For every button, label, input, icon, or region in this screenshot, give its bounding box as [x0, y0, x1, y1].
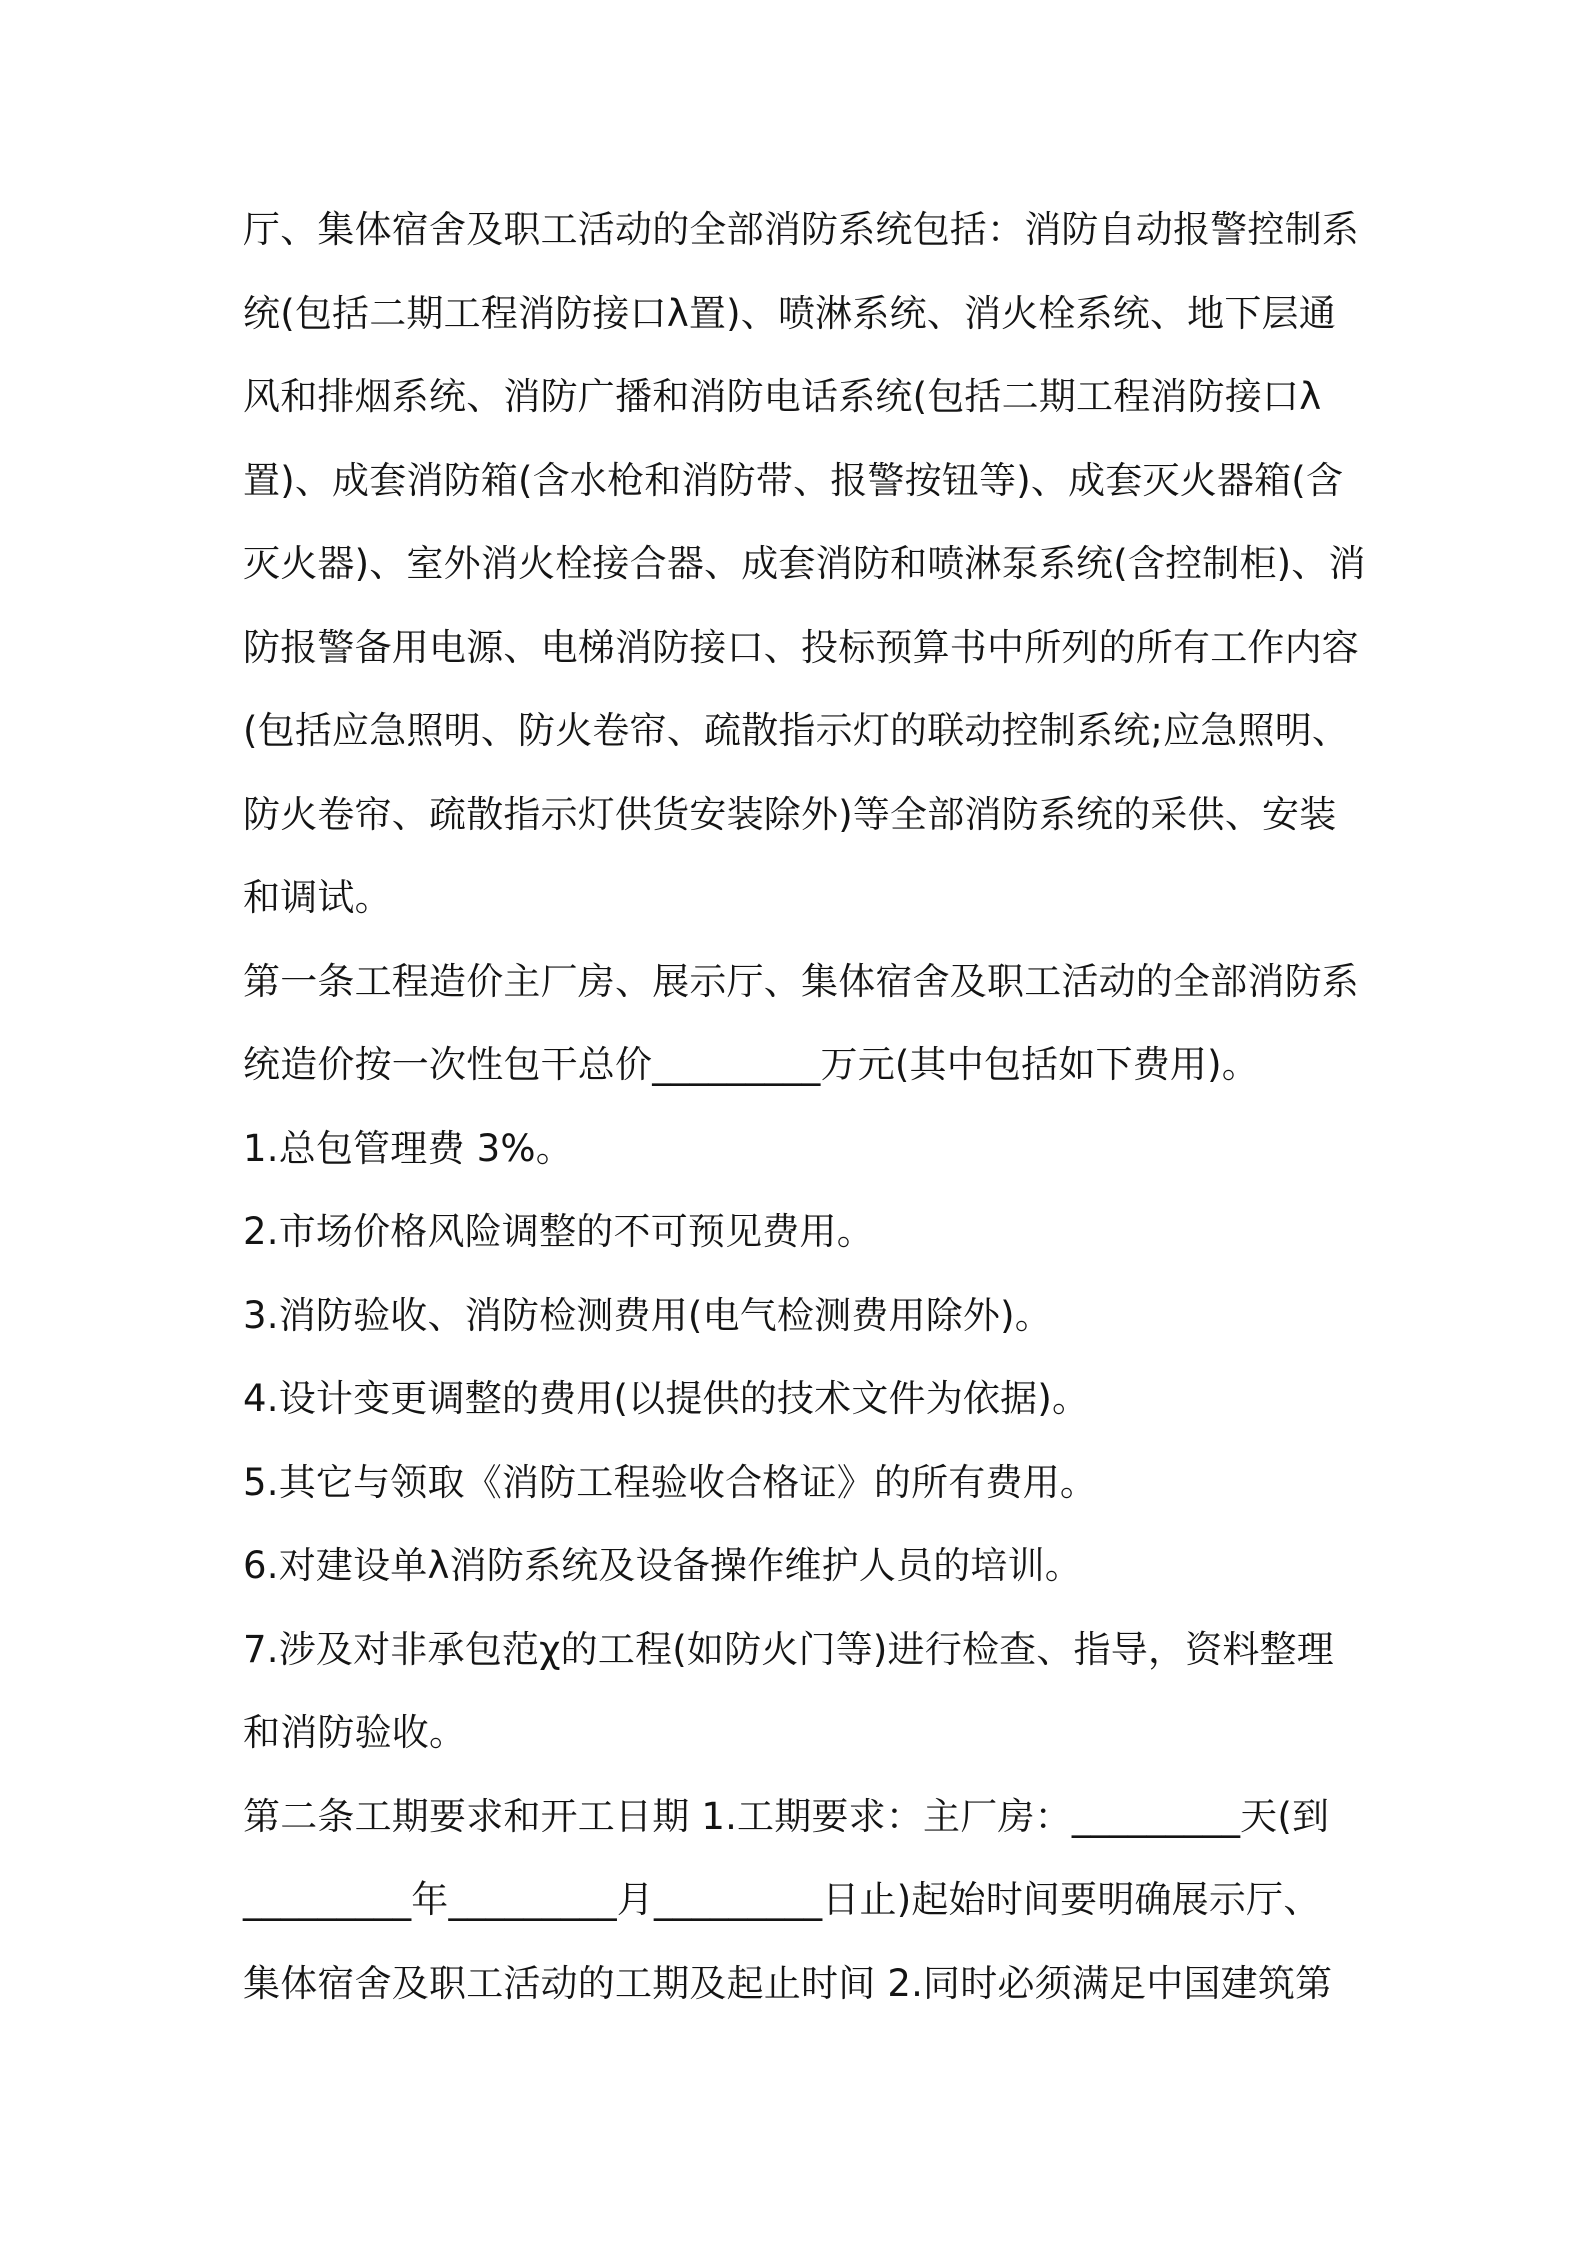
article-2-heading-line: 第二条工期要求和开工日期 1.工期要求：主厂房：_________天(到 — [243, 1794, 1330, 1838]
document-body — [243, 188, 1443, 2025]
text-line: (包括应急照明、防火卷帘、疏散指示灯的联动控制系统;应急照明、 — [243, 709, 1350, 752]
article-1-heading-line: 第一条工程造价主厂房、展示厅、集体宿舍及职工活动的全部消防系 — [243, 959, 1359, 1003]
list-item: 3.消防验收、消防检测费用(电气检测费用除外)。 — [243, 1293, 1052, 1337]
text-line: 和调试。 — [243, 876, 392, 919]
text-line: 集体宿舍及职工活动的工期及起止时间 2.同时必须满足中国建筑第 — [243, 1961, 1333, 2005]
list-item: 5.其它与领取《消防工程验收合格证》的所有费用。 — [243, 1460, 1098, 1504]
text-line: 防报警备用电源、电梯消防接口、投标预算书中所列的所有工作内容 — [243, 625, 1359, 669]
list-item: 4.设计变更调整的费用(以提供的技术文件为依据)。 — [243, 1377, 1090, 1420]
text-line: 厅、集体宿舍及职工活动的全部消防系统包括：消防自动报警控制系 — [243, 208, 1359, 251]
text-line: 统造价按一次性包干总价_________万元(其中包括如下费用)。 — [243, 1043, 1259, 1086]
list-item: 2.市场价格风险调整的不可预见费用。 — [243, 1210, 874, 1253]
text-line: 置)、成套消防箱(含水枪和消防带、报警按钮等)、成套灭火器箱(含 — [243, 458, 1344, 502]
list-item: 1.总包管理费 3%。 — [243, 1126, 573, 1170]
text-line: 防火卷帘、疏散指示灯供货安装除外)等全部消防系统的采供、安装 — [243, 792, 1337, 836]
list-item: 7.涉及对非承包范χ的工程(如防火门等)进行检查、指导，资料整理 — [243, 1627, 1334, 1671]
text-line: _________年_________月_________日止)起始时间要明确展示厅、 — [243, 1878, 1321, 1921]
text-line: 灭火器)、室外消火栓接合器、成套消防和喷淋泵系统(含控制柜)、消 — [243, 542, 1366, 585]
text-line: 风和排烟系统、消防广播和消防电话系统(包括二期工程消防接口λ — [243, 375, 1322, 418]
text-line: 和消防验收。 — [243, 1711, 467, 1754]
text-line: 统(包括二期工程消防接口λ置)、喷淋系统、消火栓系统、地下层通 — [243, 291, 1336, 335]
list-item: 6.对建设单λ消防系统及设备操作维护人员的培训。 — [243, 1544, 1082, 1587]
